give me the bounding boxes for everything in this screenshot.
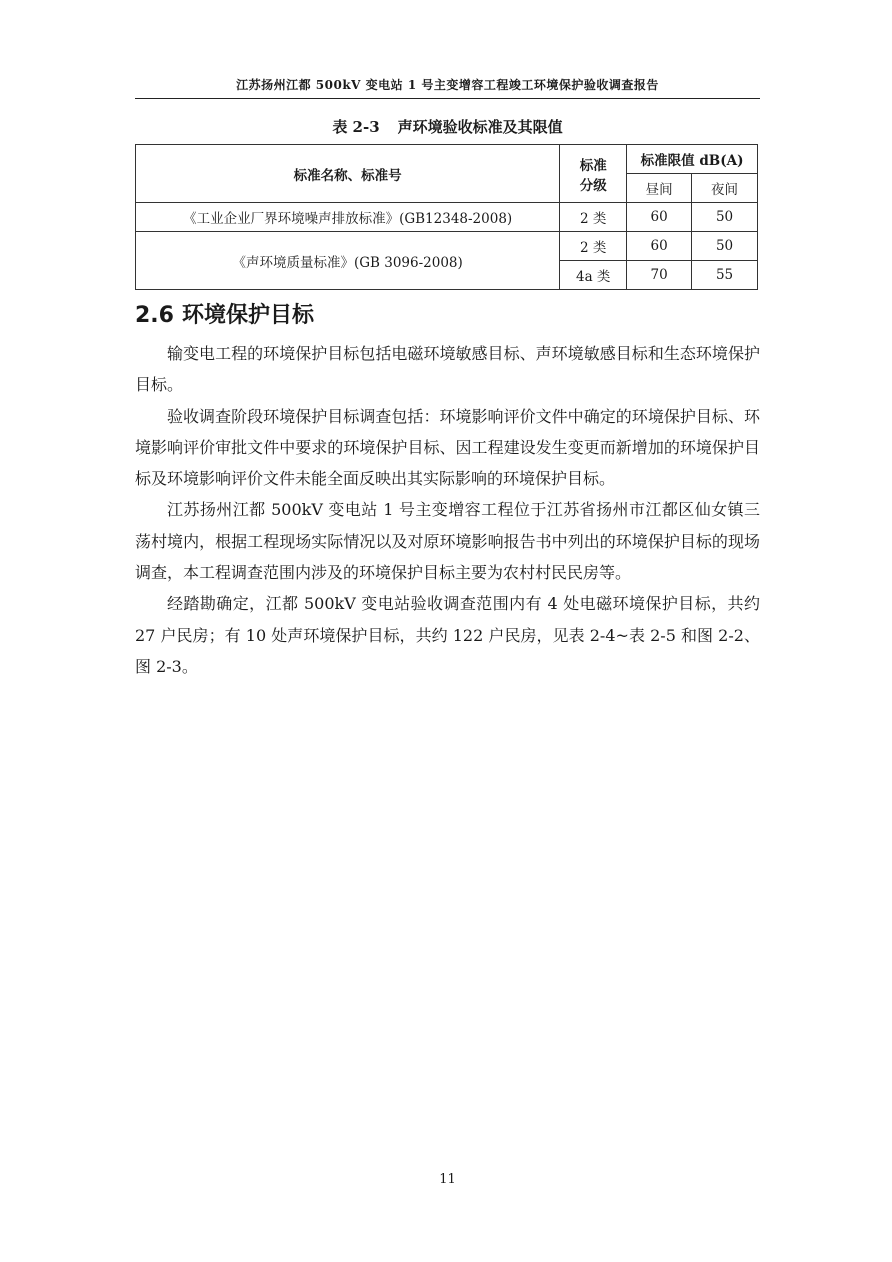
- paragraph: 输变电工程的环境保护目标包括电磁环境敏感目标、声环境敏感目标和生态环境保护目标。: [135, 344, 760, 395]
- section-title: 环境保护目标: [181, 303, 314, 328]
- paragraph: 验收调查阶段环境保护目标调查包括：环境影响评价文件中确定的环境保护目标、环境影响评价审批文件中要求的环境保护目标、因工程建设发生变更而新增加的环境保护目标及环境影响评价文件未能全面反映出其实际影响的环境保护目标。: [135, 406, 760, 489]
- table-header-row: [136, 145, 758, 174]
- cell-nighttime: 50: [692, 232, 758, 261]
- cell-standard-name: 《声环境质量标准》(GB 3096-2008): [136, 232, 560, 290]
- cell-nighttime: 50: [692, 203, 758, 232]
- table-row: [136, 232, 758, 261]
- header-nighttime: 夜间: [692, 174, 758, 203]
- noise-standards-table: [135, 144, 758, 290]
- table-caption-number: 表 2-3: [332, 118, 380, 136]
- cell-grade: 2 类: [560, 232, 627, 261]
- paragraph: 江苏扬州江都 500kV 变电站 1 号主变增容工程位于江苏省扬州市江都区仙女镇三荡村境内，根据工程现场实际情况以及对原环境影响报告书中列出的环境保护目标的现场调查，本工程调查范围内涉及的环境保护目标主要为农村村民民房等。: [135, 500, 760, 583]
- page-number: 11: [439, 1172, 456, 1187]
- cell-grade: 2 类: [560, 203, 627, 232]
- table-caption-title: 声环境验收标准及其限值: [397, 118, 563, 136]
- table-row: [136, 203, 758, 232]
- cell-grade: 4a 类: [560, 261, 627, 290]
- section-body: [135, 338, 760, 682]
- header-limit: 标准限值 dB(A): [627, 145, 758, 174]
- cell-daytime: 60: [627, 232, 692, 261]
- cell-daytime: 60: [627, 203, 692, 232]
- cell-standard-name: 《工业企业厂界环境噪声排放标准》(GB12348-2008): [136, 203, 560, 232]
- report-header: 江苏扬州江都 500kV 变电站 1 号主变增容工程竣工环境保护验收调查报告: [236, 78, 659, 92]
- section-heading: [135, 298, 314, 329]
- cell-nighttime: 55: [692, 261, 758, 290]
- header-grade: 标准 分级: [560, 145, 627, 203]
- cell-daytime: 70: [627, 261, 692, 290]
- paragraph: 经踏勘确定，江都 500kV 变电站验收调查范围内有 4 处电磁环境保护目标，共约 27 户民房；有 10 处声环境保护目标，共约 122 户民房，见表 2-4~表 2-5 和图 2-2、图 2-3。: [135, 594, 760, 676]
- header-daytime: 昼间: [627, 174, 692, 203]
- table-caption: [135, 116, 760, 137]
- section-number: 2.6: [135, 303, 174, 328]
- header-standard-name: 标准名称、标准号: [136, 145, 560, 203]
- header-divider: [135, 98, 760, 99]
